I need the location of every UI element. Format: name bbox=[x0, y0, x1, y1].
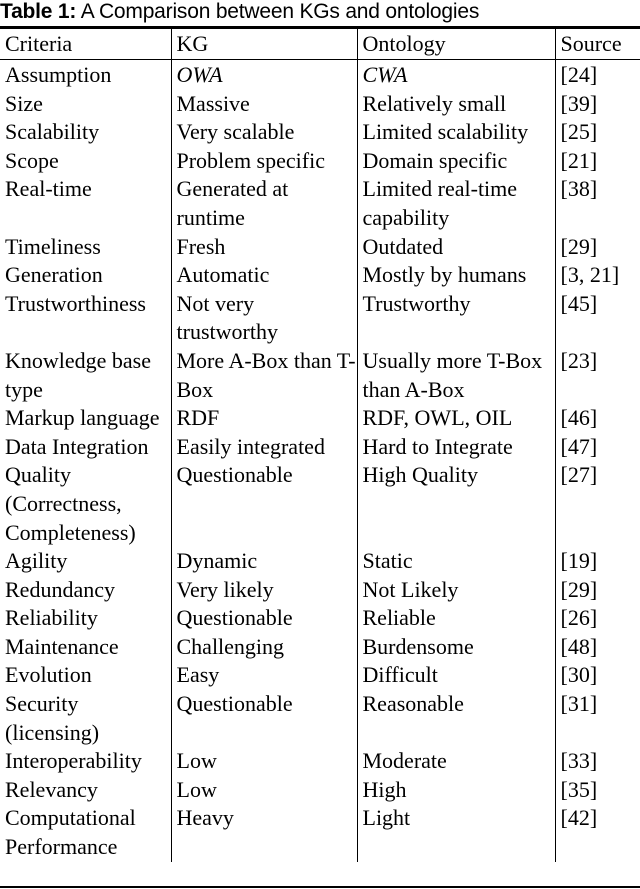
cell-kg: Low bbox=[171, 747, 357, 776]
cell-kg: RDF bbox=[171, 404, 357, 433]
header-source: Source bbox=[555, 29, 640, 59]
cell-ontology: Outdated bbox=[357, 233, 555, 262]
cell-source: [29] bbox=[555, 233, 640, 262]
table-caption bbox=[0, 0, 640, 26]
cell-kg: Easy bbox=[171, 661, 357, 690]
table-row bbox=[0, 433, 640, 462]
cell-ontology: Limited scalability bbox=[357, 118, 555, 147]
cell-source: [19] bbox=[555, 547, 640, 576]
table-row bbox=[0, 118, 640, 147]
cell-ontology: Relatively small bbox=[357, 90, 555, 119]
cell-kg: OWA bbox=[171, 59, 357, 90]
cell-criteria: Real-time bbox=[5, 176, 92, 202]
cell-ontology: Difficult bbox=[357, 661, 555, 690]
table-row bbox=[0, 776, 640, 805]
cell-kg: Heavy bbox=[171, 804, 357, 861]
cell-source: [48] bbox=[555, 633, 640, 662]
cell-criteria: Knowledge base type bbox=[5, 347, 152, 402]
cell-source: [3, 21] bbox=[555, 261, 640, 290]
cell-criteria: Data Integration bbox=[5, 433, 149, 459]
cell-source: [29] bbox=[555, 576, 640, 605]
cell-kg: Fresh bbox=[171, 233, 357, 262]
table-row bbox=[0, 604, 640, 633]
cell-criteria: Scope bbox=[5, 147, 59, 173]
cell-ontology: RDF, OWL, OIL bbox=[357, 404, 555, 433]
cell-criteria: Timeliness bbox=[5, 233, 101, 259]
cell-ontology: Hard to Integrate bbox=[357, 433, 555, 462]
cell-kg: Challenging bbox=[171, 633, 357, 662]
cell-ontology: Static bbox=[357, 547, 555, 576]
cell-criteria: Trustworthiness bbox=[5, 290, 146, 316]
comparison-table bbox=[0, 29, 640, 862]
cell-ontology: Mostly by humans bbox=[357, 261, 555, 290]
table-row bbox=[0, 233, 640, 262]
cell-kg: Not very trustworthy bbox=[171, 290, 357, 347]
cell-source: [21] bbox=[555, 147, 640, 176]
cell-ontology: Not Likely bbox=[357, 576, 555, 605]
table-row bbox=[0, 175, 640, 232]
cell-criteria: Interoperability bbox=[5, 748, 142, 774]
cell-criteria: Redundancy bbox=[5, 576, 115, 602]
cell-source: [26] bbox=[555, 604, 640, 633]
cell-source: [23] bbox=[555, 347, 640, 404]
cell-ontology: Limited real-time capability bbox=[357, 175, 555, 232]
table-row bbox=[0, 90, 640, 119]
table-row bbox=[0, 290, 640, 347]
cell-ontology: Usually more T-Box than A-Box bbox=[357, 347, 555, 404]
cell-source: [35] bbox=[555, 776, 640, 805]
cell-kg: Easily integrated bbox=[171, 433, 357, 462]
cell-criteria: Agility bbox=[5, 548, 68, 574]
cell-source: [38] bbox=[555, 175, 640, 232]
cell-source: [25] bbox=[555, 118, 640, 147]
cell-source: [24] bbox=[555, 59, 640, 90]
cell-kg: More A-Box than T-Box bbox=[171, 347, 357, 404]
cell-source: [39] bbox=[555, 90, 640, 119]
table-row bbox=[0, 147, 640, 176]
cell-criteria: Scalability bbox=[5, 119, 100, 145]
cell-criteria: Security (licensing) bbox=[5, 691, 100, 745]
cell-source: [46] bbox=[555, 404, 640, 433]
table-row bbox=[0, 747, 640, 776]
cell-kg: Dynamic bbox=[171, 547, 357, 576]
cell-kg: Questionable bbox=[171, 604, 357, 633]
cell-kg: Problem specific bbox=[171, 147, 357, 176]
header-criteria: Criteria bbox=[5, 31, 73, 56]
cell-ontology: High bbox=[357, 776, 555, 805]
cell-criteria: Evolution bbox=[5, 662, 92, 688]
table-row bbox=[0, 461, 640, 547]
cell-ontology: Trustworthy bbox=[357, 290, 555, 347]
cell-criteria: Size bbox=[5, 90, 43, 116]
cell-source: [47] bbox=[555, 433, 640, 462]
cell-kg: Very likely bbox=[171, 576, 357, 605]
header-kg: KG bbox=[171, 29, 357, 59]
cell-ontology: Burdensome bbox=[357, 633, 555, 662]
cell-source: [45] bbox=[555, 290, 640, 347]
table-row bbox=[0, 547, 640, 576]
cell-kg: Very scalable bbox=[171, 118, 357, 147]
cell-ontology: High Quality bbox=[357, 461, 555, 547]
cell-kg: Questionable bbox=[171, 461, 357, 547]
cell-source: [33] bbox=[555, 747, 640, 776]
cell-criteria: Quality (Correctness, Completeness) bbox=[5, 462, 136, 545]
cell-criteria: Computational Performance bbox=[5, 805, 136, 860]
header-ontology: Ontology bbox=[357, 29, 555, 59]
table-caption-label: Table 1: bbox=[0, 0, 77, 23]
table-row bbox=[0, 633, 640, 662]
table-row bbox=[0, 59, 640, 90]
cell-ontology: Light bbox=[357, 804, 555, 861]
cell-ontology: Reasonable bbox=[357, 690, 555, 747]
table-row bbox=[0, 576, 640, 605]
cell-source: [30] bbox=[555, 661, 640, 690]
table-row bbox=[0, 347, 640, 404]
cell-ontology: Reliable bbox=[357, 604, 555, 633]
cell-kg: Generated at runtime bbox=[171, 175, 357, 232]
cell-criteria: Reliability bbox=[5, 605, 98, 631]
cell-kg: Massive bbox=[171, 90, 357, 119]
bottom-rule bbox=[0, 886, 640, 888]
cell-kg: Automatic bbox=[171, 261, 357, 290]
cell-ontology: CWA bbox=[357, 59, 555, 90]
cell-criteria: Relevancy bbox=[5, 776, 98, 802]
cell-criteria: Maintenance bbox=[5, 633, 119, 659]
cell-ontology: Domain specific bbox=[357, 147, 555, 176]
cell-kg: Questionable bbox=[171, 690, 357, 747]
table-row bbox=[0, 690, 640, 747]
table-caption-text: A Comparison between KGs and ontologies bbox=[80, 0, 480, 23]
table-row bbox=[0, 404, 640, 433]
table-row bbox=[0, 261, 640, 290]
cell-criteria: Generation bbox=[5, 262, 103, 288]
cell-source: [42] bbox=[555, 804, 640, 861]
cell-source: [27] bbox=[555, 461, 640, 547]
table-row bbox=[0, 804, 640, 861]
table-row bbox=[0, 661, 640, 690]
cell-ontology: Moderate bbox=[357, 747, 555, 776]
cell-criteria: Assumption bbox=[5, 62, 112, 87]
cell-kg: Low bbox=[171, 776, 357, 805]
cell-criteria: Markup language bbox=[5, 405, 160, 431]
header-row bbox=[0, 29, 640, 59]
cell-source: [31] bbox=[555, 690, 640, 747]
